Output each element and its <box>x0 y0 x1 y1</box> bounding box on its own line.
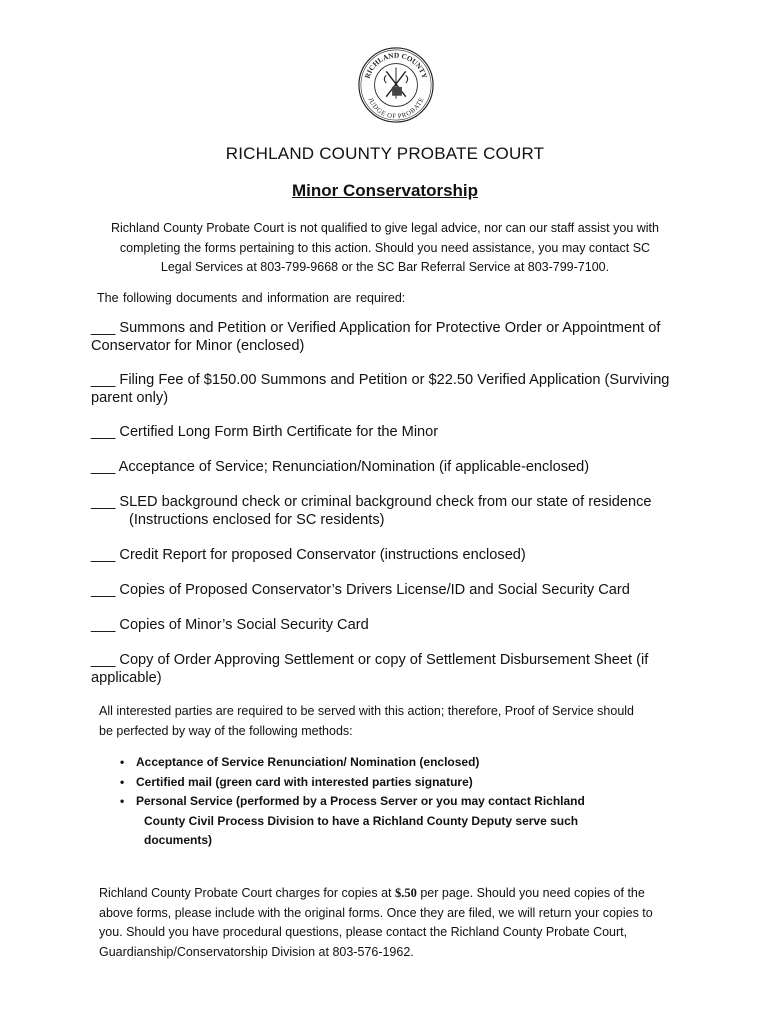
list-item: • Acceptance of Service Renunciation/ Nomination (enclosed) <box>118 753 638 773</box>
list-item: • Certified mail (green card with interested parties signature) <box>118 773 638 793</box>
requirement-item: ___ Copies of Minor’s Social Security Card <box>91 617 369 633</box>
requirement-item: ___ Summons and Petition or Verified Application for Protective Order or Appointment of Conservator for Minor (enclosed) <box>91 320 661 354</box>
svg-text:JUDGE OF PROBATE <box>366 97 425 121</box>
requirement-item: ___ Filing Fee of $150.00 Summons and Petition or $22.50 Verified Application (Surviving parent only) <box>91 372 670 406</box>
page-title: Minor Conservatorship <box>291 181 479 200</box>
service-methods-list <box>118 753 638 851</box>
copy-fees-paragraph: Richland County Probate Court charges for copies at $.50 per page. Should you need copies of the above forms, please include with the original forms. Once they are filed, we will return your copies to you. Should you have procedural questions, please contact the Richland County Probate Court, Guardianship/Conservatorship Division at 803-576-1962. <box>99 886 653 959</box>
probate-court-seal <box>357 46 435 124</box>
disclaimer-line: Richland County Probate Court is not qualified to give legal advice, nor can our staff assist you with <box>111 221 659 235</box>
requirement-item: ___ SLED background check or criminal background check from our state of residence (Instructions enclosed for SC residents) <box>91 494 652 528</box>
requirement-item: ___ Credit Report for proposed Conservator (instructions enclosed) <box>91 547 526 563</box>
service-intro: All interested parties are required to be served with this action; therefore, Proof of Service should be perfected by way of the following methods: <box>99 704 635 738</box>
requirement-item: ___ Certified Long Form Birth Certificate for the Minor <box>91 424 439 440</box>
copy-price: $.50 <box>395 886 417 900</box>
requirements-intro: The following documents and information are required: <box>97 291 406 305</box>
disclaimer-line: Legal Services at 803-799-9668 or the SC Bar Referral Service at 803-799-7100. <box>160 260 610 274</box>
requirement-item: ___ Copies of Proposed Conservator’s Drivers License/ID and Social Security Card <box>91 582 630 598</box>
court-title: RICHLAND COUNTY PROBATE COURT <box>225 144 545 163</box>
requirement-item: ___ Copy of Order Approving Settlement or copy of Settlement Disbursement Sheet (if applicable) <box>91 652 649 686</box>
seal-top-text: RICHLAND COUNTY <box>362 50 430 80</box>
seal-bottom-text: JUDGE OF PROBATE <box>366 96 426 121</box>
disclaimer-line: completing the forms pertaining to this action. Should you need assistance, you may contact SC <box>119 240 651 255</box>
legal-disclaimer <box>90 219 680 278</box>
list-item: • Personal Service (performed by a Process Server or you may contact Richland County Civil Process Division to have a Richland County Deputy serve such documents) <box>118 792 638 851</box>
requirement-item: ___ Acceptance of Service; Renunciation/Nomination (if applicable-enclosed) <box>91 459 590 475</box>
